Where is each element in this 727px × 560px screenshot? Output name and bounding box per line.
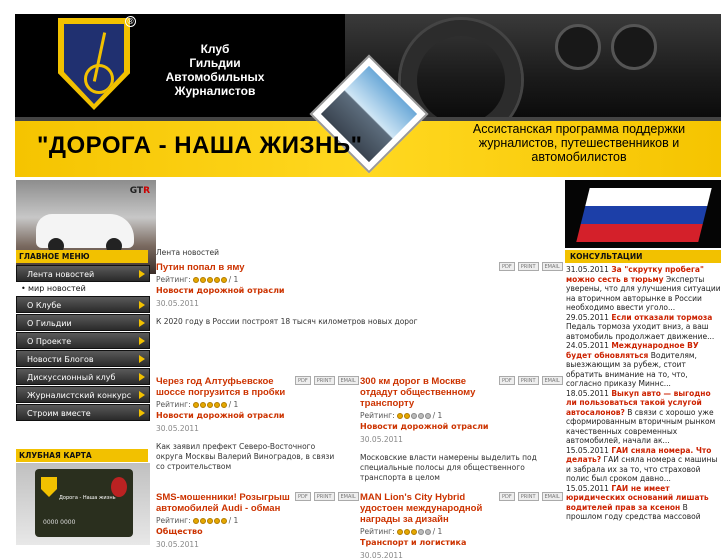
consultation-date: 15.05.2011 [566, 445, 609, 455]
site-header [15, 14, 721, 177]
menu-item-journalist-contest[interactable]: Журналистский конкурс [16, 386, 150, 403]
club-card-number: 0000 0000 [43, 519, 76, 526]
rating-votes: / 1 [228, 516, 239, 525]
rating-label: Рейтинг: [360, 411, 395, 420]
news-date: 30.05.2011 [156, 424, 199, 433]
news-excerpt: Как заявил префект Северо-Восточного округа Москвы Валерий Виноградов, в связи со строительством [156, 442, 335, 471]
news-date: 30.05.2011 [360, 551, 403, 560]
menu-item-about-club[interactable]: О Клубе [16, 296, 150, 313]
consultation-date: 18.05.2011 [566, 388, 609, 398]
email-icon[interactable]: EMAIL [542, 376, 563, 385]
news-item [156, 376, 356, 472]
club-card-heading: КЛУБНАЯ КАРТА [16, 449, 148, 462]
news-rating [360, 527, 560, 536]
club-card-image[interactable] [35, 469, 133, 537]
rating-votes: / 1 [228, 275, 239, 284]
news-category[interactable]: Новости дорожной отрасли [360, 422, 489, 431]
news-date: 30.05.2011 [360, 435, 403, 444]
news-title[interactable]: 300 км дорог в Москве отдадут общественному транспорту [360, 376, 476, 409]
consultation-entry [566, 265, 722, 313]
club-card-box [16, 463, 150, 545]
news-excerpt: Московские власти намерены выделить под специальные полосы для общественного транспорта в целом [360, 453, 537, 482]
menu-subitem-world-news[interactable]: • мир новостей [16, 283, 150, 295]
news-category[interactable]: Общество [156, 527, 203, 536]
consultation-excerpt: Педаль тормоза уходит вниз, а ваш автомобиль продолжает движение... [566, 322, 715, 341]
russia-flag-banner[interactable] [565, 180, 721, 248]
menu-item-about-project[interactable]: О Проекте [16, 332, 150, 349]
speedometer-image [555, 24, 601, 70]
consultation-excerpt: Эксперты уверены, что для улучшения ситуации на вторичном авторынке в России необходимо ввести уголо... [566, 274, 721, 312]
consultation-link[interactable]: Международное ВУ будет обновляться [566, 341, 699, 360]
menu-item-blog-news[interactable]: Новости Блогов [16, 350, 150, 367]
news-rating [360, 411, 560, 420]
pdf-icon[interactable]: PDF [499, 376, 515, 385]
consultation-excerpt: В прошлом году средства массовой [566, 502, 701, 521]
print-icon[interactable]: PRINT [314, 376, 335, 385]
rating-stars[interactable] [193, 518, 227, 524]
news-category[interactable]: Новости дорожной отрасли [156, 411, 285, 420]
print-icon[interactable]: PRINT [518, 262, 539, 271]
club-name-line: Автомобильных [165, 70, 265, 84]
pdf-icon[interactable]: PDF [295, 376, 311, 385]
news-rating [156, 275, 556, 284]
consultation-entry [566, 313, 722, 342]
club-name-line: Гильдии [189, 56, 241, 70]
rating-label: Рейтинг: [156, 400, 191, 409]
print-icon[interactable]: PRINT [518, 492, 539, 501]
consultation-link[interactable]: Выкуп авто — выгодно ли пользоваться такой услугой автосалонов? [566, 388, 711, 417]
club-name [145, 42, 285, 98]
registered-mark: ® [126, 17, 135, 26]
print-icon[interactable]: PRINT [518, 376, 539, 385]
rating-label: Рейтинг: [360, 527, 395, 536]
consultation-entry [566, 484, 722, 522]
news-title[interactable]: SMS-мошенники! Розыгрыш автомобилей Audi - обман [156, 492, 290, 514]
news-rating [156, 516, 356, 525]
slogan: "ДОРОГА - НАША ЖИЗНЬ" [37, 132, 363, 159]
menu-item-build-together[interactable]: Строим вместе [16, 404, 150, 421]
consultation-date: 31.05.2011 [566, 265, 609, 274]
menu-item-discussion-club[interactable]: Дискуссионный клуб [16, 368, 150, 385]
rating-label: Рейтинг: [156, 516, 191, 525]
consultation-excerpt: В связи с хорошо уже сформированным вторичным рынком качественных современных автомобилей, начали ак... [566, 407, 716, 445]
rating-stars[interactable] [193, 277, 227, 283]
news-date: 30.05.2011 [156, 299, 199, 308]
consultation-link[interactable]: За "скрутку пробега" можно сесть в тюрьму [566, 265, 704, 284]
consultation-link[interactable]: ГАИ сняла номера. Что делать? [566, 445, 712, 464]
menu-item-about-guild[interactable]: О Гильдии [16, 314, 150, 331]
rating-stars[interactable] [397, 413, 431, 419]
gtr-badge: GTR [129, 186, 150, 196]
email-icon[interactable]: EMAIL [338, 376, 359, 385]
pdf-icon[interactable]: PDF [499, 492, 515, 501]
news-date: 30.05.2011 [156, 540, 199, 549]
news-title[interactable]: Путин попал в яму [156, 262, 245, 273]
news-item [156, 262, 560, 327]
rating-stars[interactable] [397, 529, 431, 535]
rating-label: Рейтинг: [156, 275, 191, 284]
pdf-icon[interactable]: PDF [499, 262, 515, 271]
news-title[interactable]: MAN Lion's City Hybrid удостоен международной награды за дизайн [360, 492, 483, 525]
email-icon[interactable]: EMAIL [338, 492, 359, 501]
rating-stars[interactable] [193, 402, 227, 408]
main-menu [16, 265, 150, 422]
assistance-text: Ассистанская программа поддержки журналистов, путешественников и автомобилистов [472, 122, 686, 164]
consultation-link[interactable]: Если отказали тормоза [611, 312, 713, 322]
consultation-link[interactable]: ГАИ не имеет юридических оснований лишать водителей прав за ксенон [566, 483, 709, 512]
consultation-excerpt: ГАИ сняла номера с машины и забрала их за то, что страховой полис был сроком давно... [566, 455, 718, 483]
rating-votes: / 1 [228, 400, 239, 409]
consultation-date: 24.05.2011 [566, 341, 609, 350]
print-icon[interactable]: PRINT [314, 492, 335, 501]
news-item [156, 492, 356, 549]
consultation-date: 15.05.2011 [566, 483, 609, 493]
news-title[interactable]: Через год Алтуфьевское шоссе погрузится в пробки [156, 376, 286, 398]
consultations-heading: КОНСУЛЬТАЦИИ [565, 250, 721, 263]
news-item [360, 492, 560, 560]
club-logo-shield[interactable] [58, 18, 130, 110]
news-item [360, 376, 560, 483]
consultation-entry [566, 341, 722, 389]
email-icon[interactable]: EMAIL [542, 262, 563, 271]
consultation-entry [566, 446, 722, 484]
email-icon[interactable]: EMAIL [542, 492, 563, 501]
menu-item-news-feed[interactable]: Лента новостей [16, 265, 150, 282]
news-category[interactable]: Новости дорожной отрасли [156, 286, 285, 295]
consultations-list [566, 265, 722, 522]
club-card-text: Дорога - Наша жизнь [59, 495, 116, 501]
news-feed [156, 248, 561, 560]
consultation-excerpt: Водителям, выезжающим за рубеж, стоит обратить внимание на то, что, согласно приказу Миннс... [566, 350, 697, 388]
tachometer-image [611, 24, 657, 70]
breadcrumb: Лента новостей [156, 248, 219, 257]
news-category[interactable]: Транспорт и логистика [360, 538, 467, 547]
rating-votes: / 1 [432, 527, 443, 536]
club-name-line: Клуб [200, 42, 230, 56]
consultation-entry [566, 389, 722, 446]
main-menu-heading: ГЛАВНОЕ МЕНЮ [16, 250, 148, 263]
rating-votes: / 1 [432, 411, 443, 420]
pdf-icon[interactable]: PDF [295, 492, 311, 501]
club-name-line: Журналистов [174, 84, 256, 98]
news-excerpt: К 2020 году в России построят 18 тысяч километров новых дорог [156, 317, 418, 326]
news-rating [156, 400, 356, 409]
consultation-date: 29.05.2011 [566, 312, 609, 322]
